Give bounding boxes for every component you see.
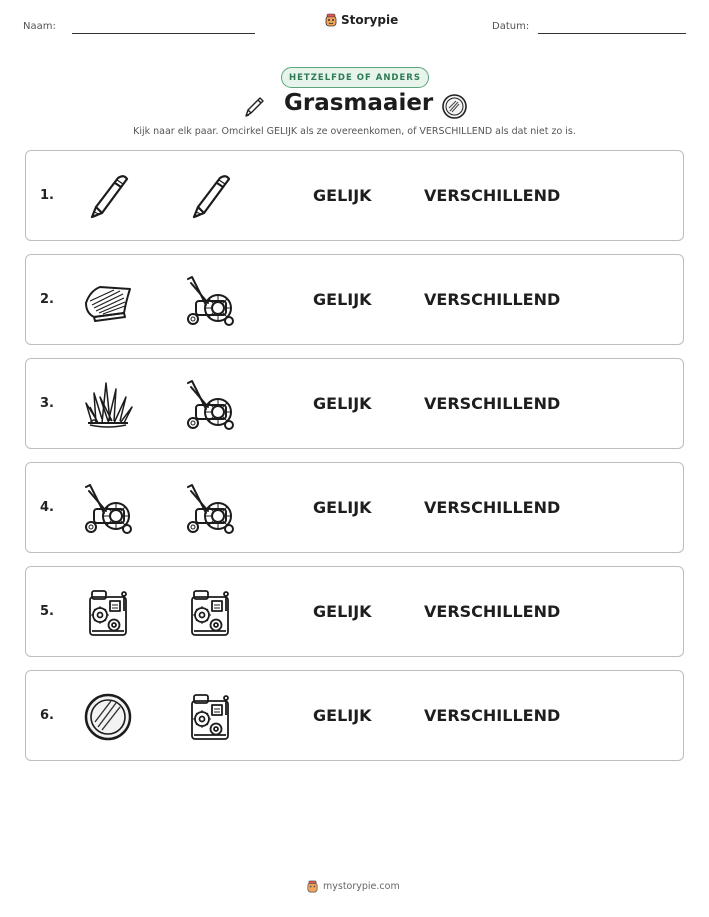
lawn-mower-icon <box>182 273 238 329</box>
row-number: 6. <box>40 708 54 723</box>
footer <box>306 880 400 893</box>
name-label: Naam: <box>23 21 56 32</box>
worksheet-type-badge: HETZELFDE OF ANDERS <box>281 67 429 88</box>
option-same[interactable]: GELIJK <box>313 498 372 517</box>
date-label: Datum: <box>492 21 530 32</box>
option-different[interactable]: VERSCHILLEND <box>424 498 561 517</box>
engine-icon <box>80 585 136 641</box>
wheel-icon <box>441 93 468 124</box>
brand-logo <box>324 13 398 27</box>
row-number: 2. <box>40 292 54 307</box>
grass-icon <box>80 377 136 433</box>
lawn-mower-icon <box>182 481 238 537</box>
row-number: 3. <box>40 396 54 411</box>
option-same[interactable]: GELIJK <box>313 602 372 621</box>
footer-url[interactable]: mystorypie.com <box>323 881 400 892</box>
option-same[interactable]: GELIJK <box>313 290 372 309</box>
row-number: 4. <box>40 500 54 515</box>
storypie-mascot-icon <box>324 13 338 27</box>
row-number: 5. <box>40 604 54 619</box>
brand-name: Storypie <box>341 13 399 27</box>
blade-icon <box>182 169 238 225</box>
pair-row-1 <box>25 150 684 241</box>
storypie-mascot-icon <box>306 880 319 893</box>
instructions: Kijk naar elk paar. Omcirkel GELIJK als ze overeenkomen, of VERSCHILLEND als dat niet zo is. <box>133 126 576 137</box>
pair-row-6 <box>25 670 684 761</box>
engine-icon <box>182 585 238 641</box>
pair-row-2 <box>25 254 684 345</box>
option-different[interactable]: VERSCHILLEND <box>424 290 561 309</box>
pair-row-4 <box>25 462 684 553</box>
page-title: Grasmaaier <box>284 90 434 116</box>
pencil-icon <box>240 92 268 124</box>
option-different[interactable]: VERSCHILLEND <box>424 394 561 413</box>
option-different[interactable]: VERSCHILLEND <box>424 706 561 725</box>
blade-icon <box>80 169 136 225</box>
lawn-mower-icon <box>182 377 238 433</box>
engine-icon <box>182 689 238 745</box>
date-line[interactable] <box>538 33 686 34</box>
name-line[interactable] <box>72 33 255 34</box>
pair-row-5 <box>25 566 684 657</box>
wheel-icon <box>80 689 136 745</box>
option-same[interactable]: GELIJK <box>313 394 372 413</box>
option-different[interactable]: VERSCHILLEND <box>424 186 561 205</box>
option-same[interactable]: GELIJK <box>313 706 372 725</box>
lawn-mower-icon <box>80 481 136 537</box>
option-different[interactable]: VERSCHILLEND <box>424 602 561 621</box>
row-number: 1. <box>40 188 54 203</box>
pair-row-3 <box>25 358 684 449</box>
grass-mat-icon <box>80 273 136 329</box>
option-same[interactable]: GELIJK <box>313 186 372 205</box>
